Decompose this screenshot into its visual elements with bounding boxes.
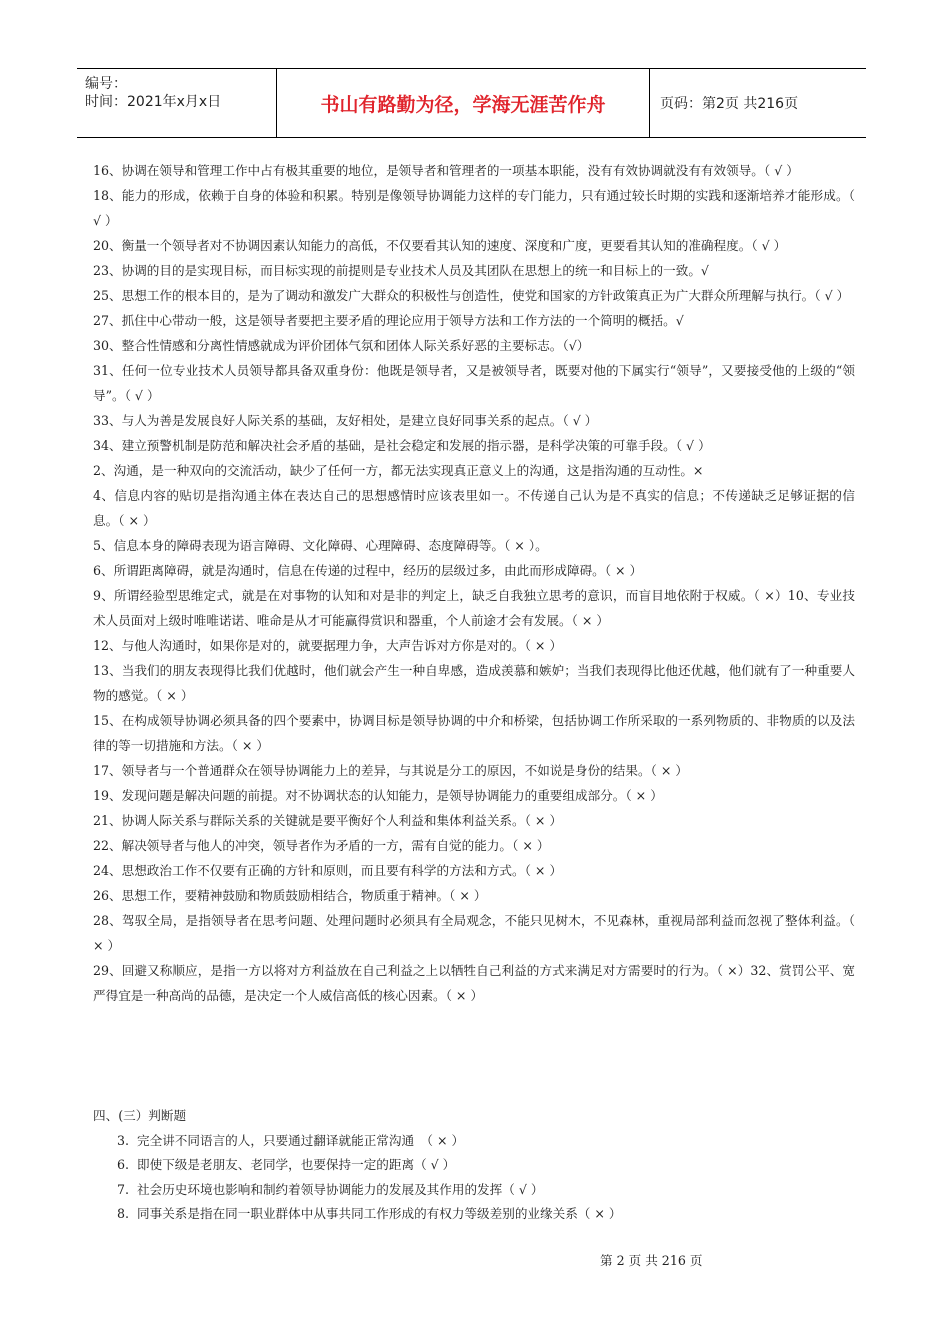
paragraph: 16、协调在领导和管理工作中占有极其重要的地位，是领导者和管理者的一项基本职能，没有有效协调就没有有效领导。（ √ ）: [93, 163, 799, 178]
paragraph: 20、衡量一个领导者对不协调因素认知能力的高低，不仅要看其认知的速度、深度和广度，更要看其认知的准确程度。（ √ ）: [93, 238, 787, 253]
paragraph: 9、所谓经验型思维定式，就是在对事物的认知和对是非的判定上，缺乏自我独立思考的意识，而盲目地依附于权威。（ ×）10、专业技术人员面对上级时唯唯诺诺、唯命是从才可能赢得赏识和器重，个人前途才会有发展。（ × ）: [93, 588, 855, 628]
list-item: [93, 1178, 855, 1203]
item-text: 社会历史环境也影响和制约着领导协调能力的发展及其作用的发挥（ √ ）: [137, 1181, 544, 1197]
paragraph: 6、所谓距离障碍，就是沟通时，信息在传递的过程中，经历的层级过多，由此而形成障碍。（ × ）: [93, 563, 643, 578]
paragraph: 21、协调人际关系与群际关系的关键就是要平衡好个人利益和集体利益关系。（ × ）: [93, 813, 563, 828]
item-text: 完全讲不同语言的人，只要通过翻译就能正常沟通 （ × ）: [137, 1132, 465, 1148]
paragraph: 19、发现问题是解决问题的前提。对不协调状态的认知能力，是领导协调能力的重要组成部分。（ × ）: [93, 788, 663, 803]
item-text: 即使下级是老朋友、老同学，也要保持一定的距离（ √ ）: [137, 1157, 456, 1172]
paragraph: 23、协调的目的是实现目标，而目标实现的前提则是专业技术人员及其团队在思想上的统一和目标上的一致。√: [93, 263, 709, 278]
list-item: [93, 1153, 855, 1178]
page-info-text: 页码：第2页 共216页: [660, 96, 799, 112]
paragraph: 29、回避又称顺应，是指一方以将对方利益放在自己利益之上以牺牲自己利益的方式来满足对方需要时的行为。（ ×）32、赏罚公平、宽严得宜是一种高尚的品德，是决定一个人威信高低的核心因素。（ × ）: [93, 963, 855, 1003]
page-header: [77, 68, 866, 138]
paragraph: 34、建立预警机制是防范和解决社会矛盾的基础，是社会稳定和发展的指示器，是科学决策的可靠手段。（ √ ）: [93, 438, 711, 453]
header-page-info: [650, 69, 866, 137]
paragraph: 12、与他人沟通时，如果你是对的，就要据理力争，大声告诉对方你是对的。（ × ）: [93, 638, 563, 653]
judgment-section: [93, 1104, 855, 1227]
paragraph: 26、思想工作，要精神鼓励和物质鼓励相结合，物质重于精神。（ × ）: [93, 888, 487, 903]
item-number: 6.: [116, 1157, 129, 1172]
paragraph: 25、思想工作的根本目的，是为了调动和激发广大群众的积极性与创造性，使党和国家的方针政策真正为广大群众所理解与执行。（ √ ）: [93, 288, 850, 303]
paragraph: 22、解决领导者与他人的冲突，领导者作为矛盾的一方，需有自觉的能力。（ × ）: [93, 838, 550, 853]
item-number: 7.: [116, 1181, 129, 1197]
paragraph: 15、在构成领导协调必须具备的四个要素中，协调目标是领导协调的中介和桥梁，包括协调工作所采取的一系列物质的、非物质的以及法律的等一切措施和方法。（ × ）: [93, 713, 855, 753]
paragraph: 17、领导者与一个普通群众在领导协调能力上的差异，与其说是分工的原因，不如说是身份的结果。（ × ）: [93, 763, 689, 778]
paragraph: 4、信息内容的贴切是指沟通主体在表达自己的思想感情时应该表里如一。不传递自己认为是不真实的信息；不传递缺乏足够证据的信息。（ × ）: [93, 488, 855, 528]
paragraph: 28、驾驭全局，是指领导者在思考问题、处理问题时必须具有全局观念，不能只见树木，不见森林，重视局部利益而忽视了整体利益。（ × ）: [93, 913, 855, 953]
item-number: 8.: [116, 1206, 129, 1221]
header-meta: [77, 69, 277, 137]
paragraph: 33、与人为善是发展良好人际关系的基础，友好相处，是建立良好同事关系的起点。（ √ ）: [93, 413, 598, 428]
document-body: [93, 158, 855, 1008]
list-item: [93, 1129, 855, 1154]
document-number-label: 编号：: [85, 76, 127, 92]
paragraph: 5、信息本身的障碍表现为语言障碍、文化障碍、心理障碍、态度障碍等。（ × ）。: [93, 538, 548, 553]
page-footer: 第 2 页 共 216 页: [600, 1253, 703, 1268]
item-text: 同事关系是指在同一职业群体中从事共同工作形成的有权力等级差别的业缘关系（ × ）: [137, 1206, 622, 1221]
paragraph: 13、当我们的朋友表现得比我们优越时，他们就会产生一种自卑感，造成羡慕和嫉妒；当我们表现得比他还优越，他们就有了一种重要人物的感觉。（ × ）: [93, 663, 855, 703]
paragraph: 31、任何一位专业技术人员领导都具备双重身份：他既是领导者，又是被领导者，既要对他的下属实行“领导”，又要接受他的上级的“领导”。（ √ ）: [93, 363, 855, 403]
section-title: 四、(三）判断题: [93, 1108, 187, 1123]
paragraph: 24、思想政治工作不仅要有正确的方针和原则，而且要有科学的方法和方式。（ × ）: [93, 863, 563, 878]
list-item: [93, 1202, 855, 1227]
paragraph: 2、沟通，是一种双向的交流活动，缺少了任何一方，都无法实现真正意义上的沟通，这是指沟通的互动性。×: [93, 463, 704, 478]
document-time: 时间：2021年x月x日: [85, 94, 222, 110]
paragraph: 18、能力的形成，依赖于自身的体验和积累。特别是像领导协调能力这样的专门能力，只有通过较长时期的实践和逐渐培养才能形成。（ √ ）: [93, 188, 855, 228]
paragraph: 27、抓住中心带动一般，这是领导者要把主要矛盾的理论应用于领导方法和工作方法的一个简明的概括。√: [93, 313, 684, 328]
paragraph: 30、整合性情感和分离性情感就成为评价团体气氛和团体人际关系好恶的主要标志。（√）: [93, 338, 590, 353]
item-number: 3.: [116, 1132, 129, 1148]
header-motto: 书山有路勤为径，学海无涯苦作舟: [277, 69, 650, 137]
